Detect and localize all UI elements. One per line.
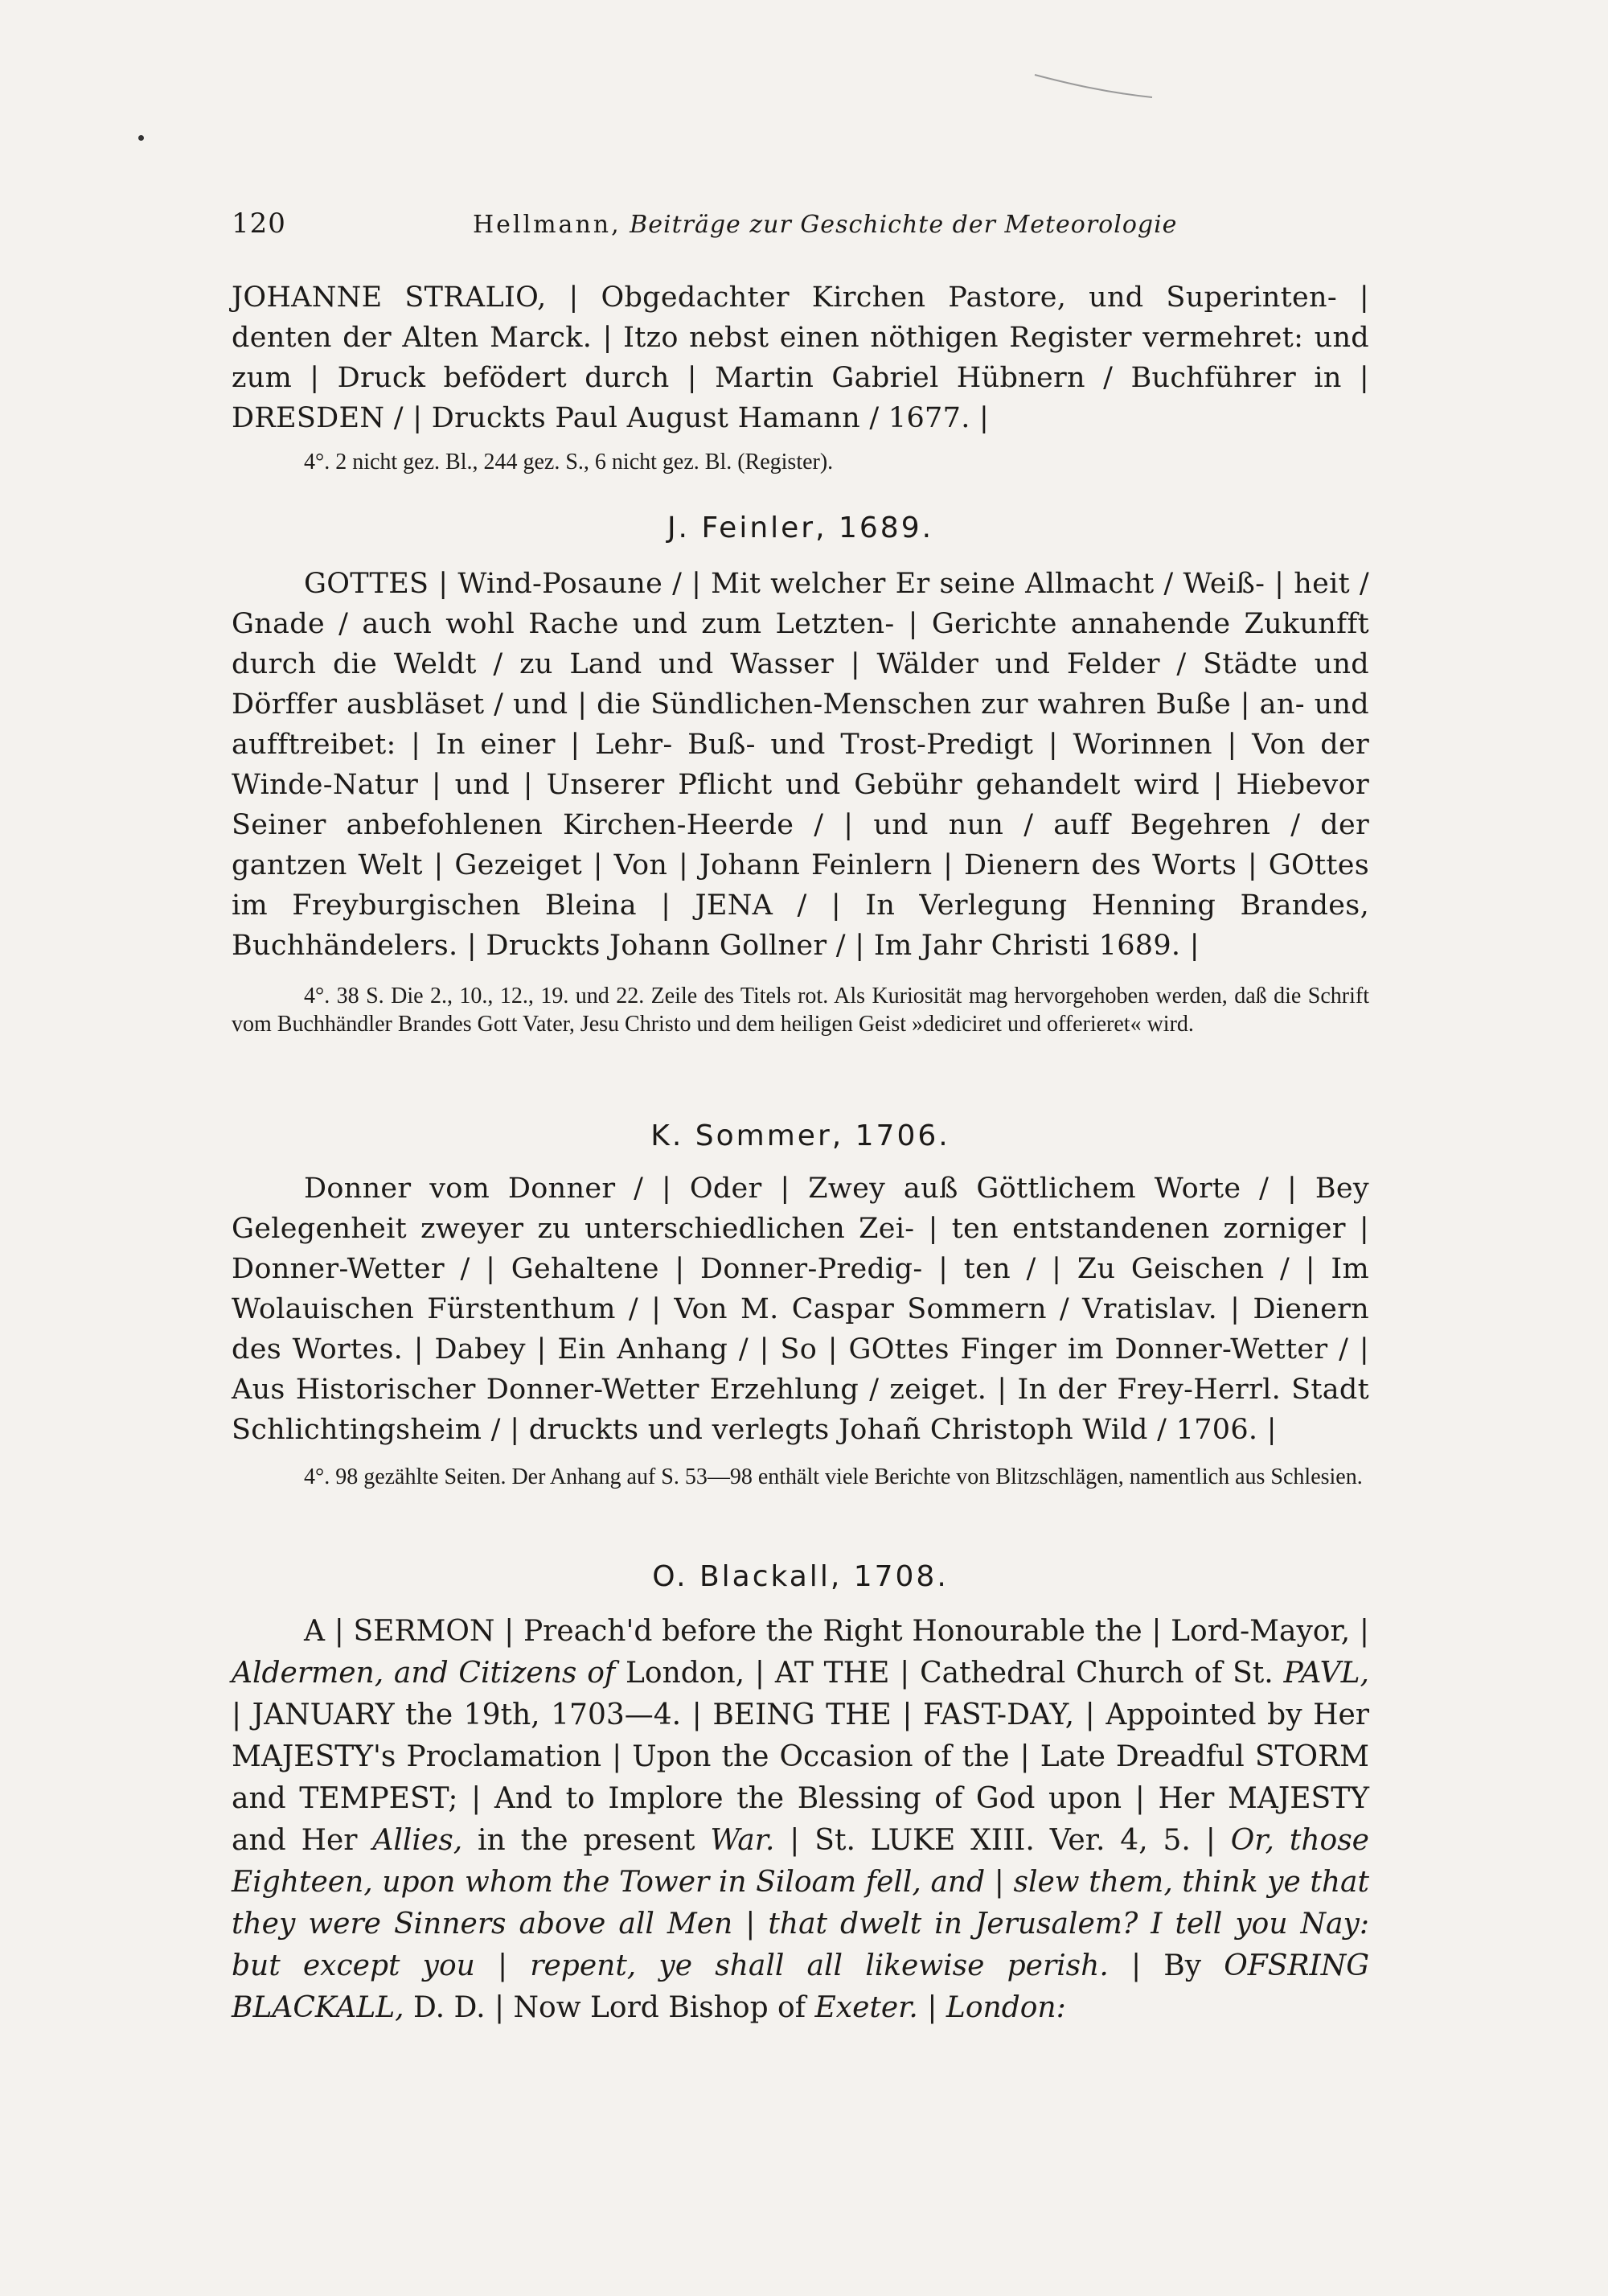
title-transcription: A | SERMON | Preach'd before the Right Honourable the | Lord-Mayor, | Aldermen, and Citizens of London, | AT THE | Cathedral Church of St. PAVL, | JANUARY the 19th, 1703—4. | BEING THE | FAST-DAY, | Appointed by Her MAJESTY's Proclamation | Upon the Occasion of the | Late Dreadful STORM and TEMPEST; | And to Implore the Blessing of God upon | Her MAJESTY and Her Allies, in the present War. | St. LUKE XIII. Ver. 4, 5. | Or, those Eighteen, upon whom the Tower in Siloam fell, and | slew them, think ye that they were Sinners above all Men | that dwelt in Jerusalem? I tell you Nay: but except you | repent, ye shall all likewise perish. | By OFSRING BLACKALL, D. D. | Now Lord Bishop of Exeter. | London: bbox=[232, 1615, 1369, 2024]
running-header bbox=[232, 207, 1369, 240]
entry-heading: O. Blackall, 1708. bbox=[652, 1560, 949, 1593]
entry-stralio bbox=[232, 277, 1369, 476]
bibliographic-note: 4°. 38 S. Die 2., 10., 12., 19. und 22. Zeile des Titels rot. Als Kuriosität mag hervorgehoben werden, daß die Schrift vom Buchhändler Brandes Gott Vater, Jesu Christo und dem heiligen Geist »dediciret und offerieret« wird. bbox=[232, 984, 1369, 1037]
title-transcription: JOHANNE STRALIO, | Obgedachter Kirchen Pastore, und Superinten- | denten der Alten Marck. | Itzo nebst einen nöthigen Register vermehret: und zum | Druck befödert durch | Martin Gabriel Hübnern / Buchführer in | DRESDEN / | Druckts Paul August Hamann / 1677. | bbox=[232, 281, 1369, 434]
entry-heading: J. Feinler, 1689. bbox=[667, 511, 934, 544]
running-title: Hellmann, Beiträge zur Geschichte der Meteorologie bbox=[473, 211, 1178, 239]
speck-mark bbox=[138, 135, 144, 141]
bibliographic-note: 4°. 98 gezählte Seiten. Der Anhang auf S. 53—98 enthält viele Berichte von Blitzschlägen, namentlich aus Schlesien. bbox=[304, 1464, 1363, 1489]
entry-feinler bbox=[232, 511, 1369, 1038]
page-number: 120 bbox=[232, 207, 286, 240]
pencil-mark bbox=[1033, 68, 1154, 101]
bibliographic-note: 4°. 2 nicht gez. Bl., 244 gez. S., 6 nicht gez. Bl. (Register). bbox=[304, 450, 834, 474]
title-transcription: GOTTES | Wind-Posaune / | Mit welcher Er seine Allmacht / Weiß- | heit / Gnade / auch wohl Rache und zum Letzten- | Gerichte annahende Zukunfft durch die Weldt / zu Land und Wasser | Wälder und Felder / Städte und Dörffer ausbläset / und | die Sündlichen-Menschen zur wahren Buße | an- und aufftreibet: | In einer | Lehr- Buß- und Trost-Predigt | Worinnen | Von der Winde-Natur | und | Unserer Pflicht und Gebühr gehandelt wird | Hiebevor Seiner anbefohlenen Kirchen-Heerde / | und nun / auff Begehren / der gantzen Welt | Gezeiget | Von | Johann Feinlern | Dienern des Worts | GOttes im Freyburgischen Bleina | JENA / | In Verlegung Henning Brandes, Buchhändelers. | Druckts Johann Gollner / | Im Jahr Christi 1689. | bbox=[232, 568, 1369, 962]
entry-blackall bbox=[232, 1560, 1369, 2029]
entry-sommer bbox=[232, 1119, 1369, 1491]
title-transcription: Donner vom Donner / | Oder | Zwey auß Göttlichem Worte / | Bey Gelegenheit zweyer zu unterschiedlichen Zei- | ten entstandenen zorniger | Donner-Wetter / | Gehaltene | Donner-Predig- | ten / | Zu Geischen / | Im Wolauischen Fürstenthum / | Von M. Caspar Sommern / Vratislav. | Dienern des Wortes. | Dabey | Ein Anhang / | So | GOttes Finger im Donner-Wetter / | Aus Historischer Donner-Wetter Erzehlung / zeiget. | In der Frey-Herrl. Stadt Schlichtingsheim / | druckts und verlegts Johañ Christoph Wild / 1706. | bbox=[232, 1173, 1369, 1446]
entry-heading: K. Sommer, 1706. bbox=[650, 1119, 950, 1152]
